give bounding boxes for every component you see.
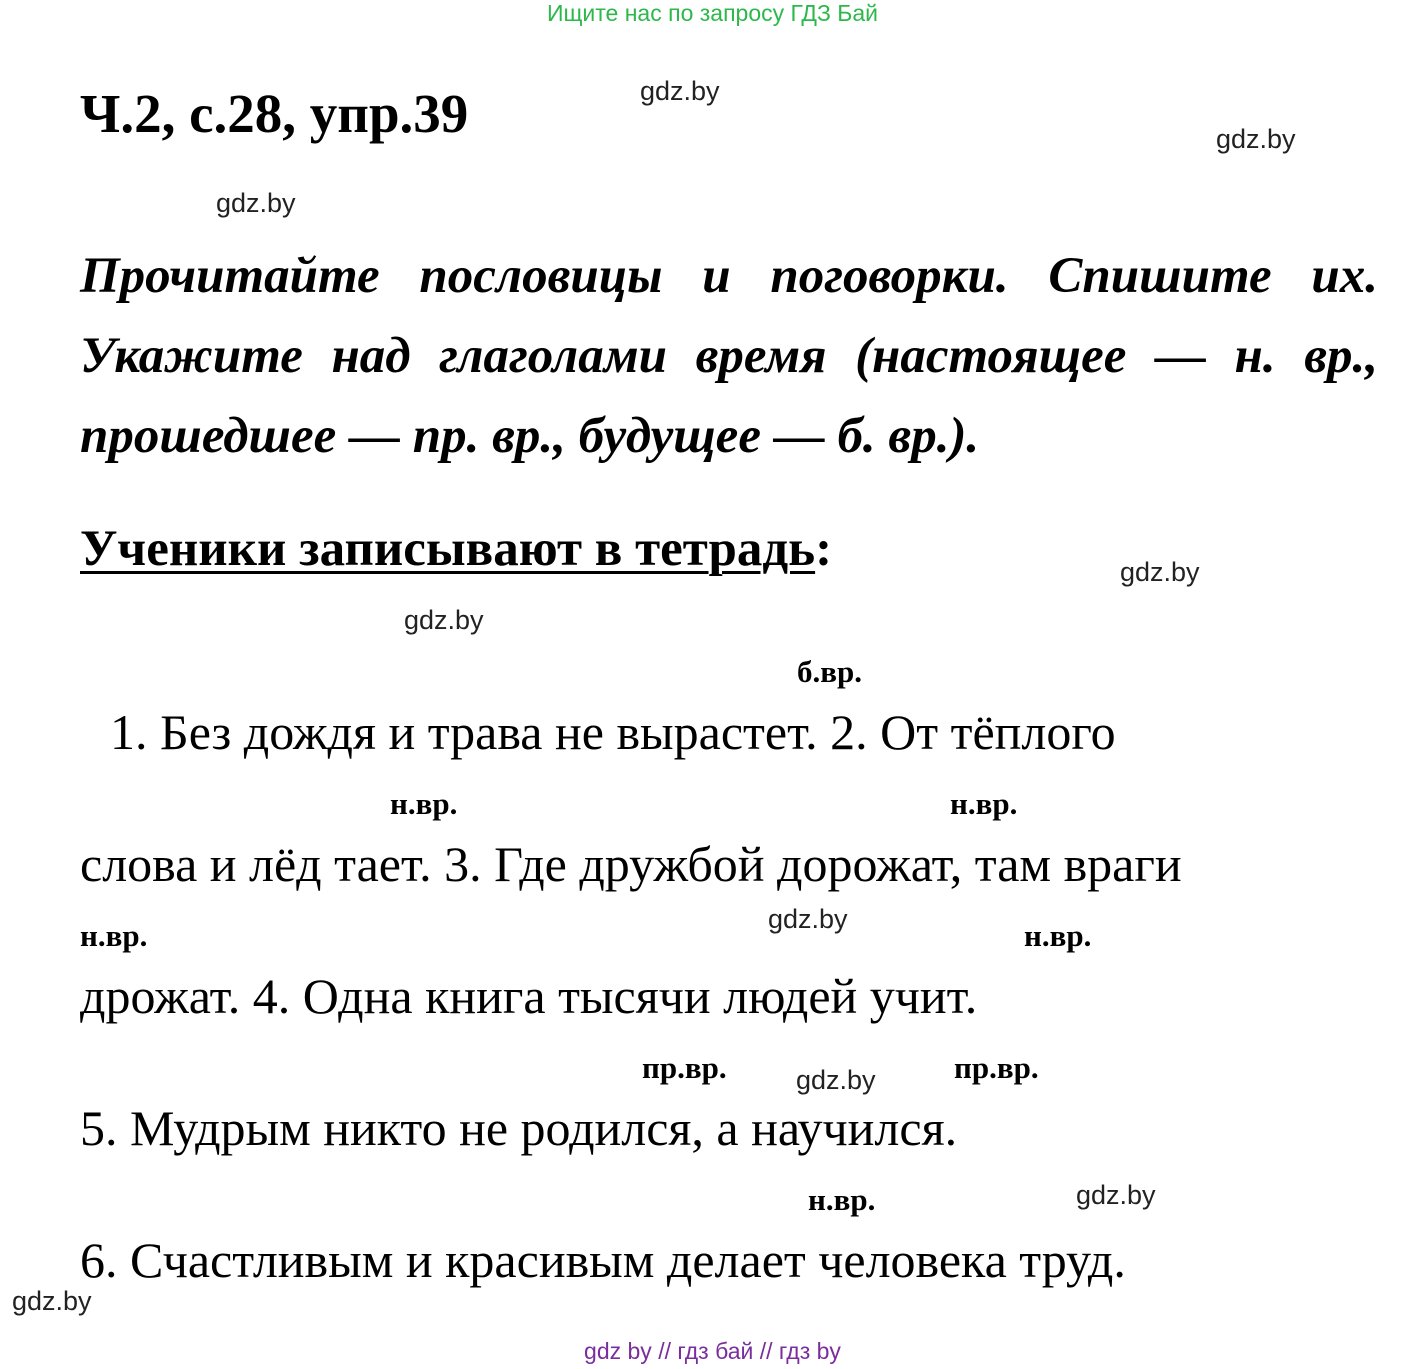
- top-banner: Ищите нас по запросу ГДЗ Бай: [546, 0, 879, 26]
- answer-heading: [80, 520, 832, 578]
- watermark: gdz.by: [1076, 1180, 1156, 1210]
- answer-heading-colon: :: [815, 521, 833, 577]
- answer-line: 1. Без дождя и трава не вырастет. 2. От тёплого: [110, 704, 1116, 760]
- watermark: gdz.by: [640, 76, 720, 106]
- watermark: gdz.by: [1120, 557, 1200, 587]
- tense-tag: н.вр.: [80, 918, 148, 953]
- tense-tag: н.вр.: [808, 1182, 876, 1217]
- watermark: gdz.by: [768, 904, 848, 934]
- answer-line: дрожат. 4. Одна книга тысячи людей учит.: [80, 968, 978, 1024]
- task-text: Прочитайте пословицы и поговорки. Спишите их. Укажите над глаголами время (настоящее — н. вр., прошедшее — пр. вр., будущее — б. вр.).: [80, 248, 1378, 464]
- answer-heading-text: Ученики записывают в тетрадь: [80, 521, 816, 577]
- watermark: gdz.by: [796, 1065, 876, 1095]
- tense-tag: пр.вр.: [954, 1050, 1039, 1085]
- answer-line: 5. Мудрым никто не родился, а научился.: [80, 1100, 958, 1156]
- tense-tag: н.вр.: [1024, 918, 1092, 953]
- tense-tag: б.вр.: [797, 654, 862, 689]
- answer-line: слова и лёд тает. 3. Где дружбой дорожат, там враги: [80, 836, 1182, 892]
- watermark: gdz.by: [404, 605, 484, 635]
- watermark: gdz.by: [1216, 124, 1296, 154]
- tense-tag: н.вр.: [950, 786, 1018, 821]
- page-title: Ч.2, с.28, упр.39: [80, 83, 469, 144]
- answer-line: 6. Счастливым и красивым делает человека труд.: [80, 1232, 1126, 1288]
- watermark: gdz.by: [12, 1286, 92, 1316]
- tense-tag: н.вр.: [390, 786, 458, 821]
- tense-tag: пр.вр.: [642, 1050, 727, 1085]
- footer-links: gdz by // гдз бай // гдз by: [584, 1338, 841, 1364]
- watermark: gdz.by: [216, 188, 296, 218]
